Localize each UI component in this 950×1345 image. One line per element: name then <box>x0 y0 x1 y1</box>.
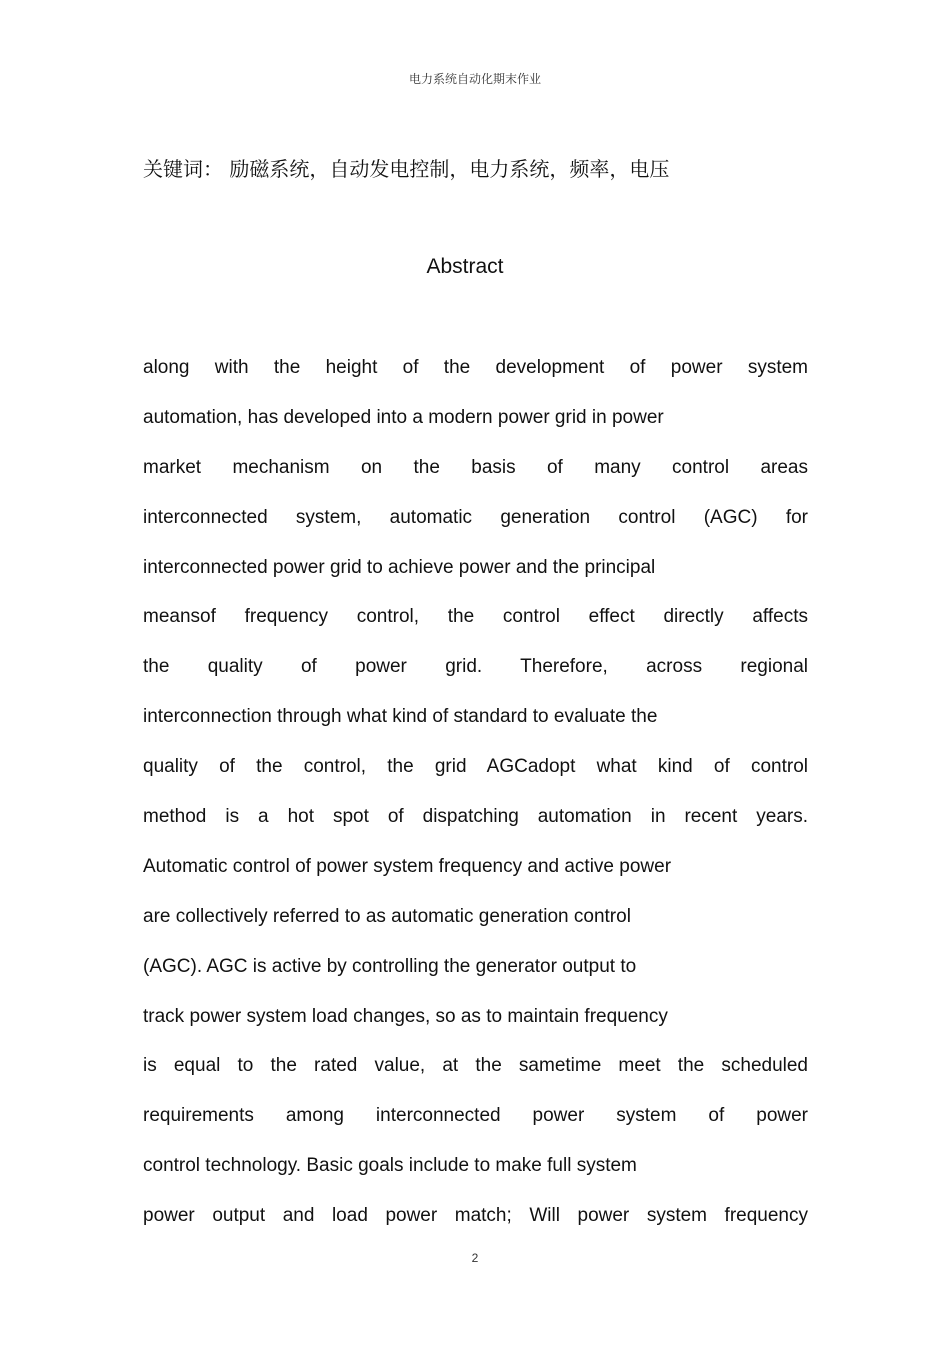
abstract-line: the quality of power grid. Therefore, across regional <box>143 656 808 678</box>
abstract-line: interconnected power grid to achieve power and the principal <box>143 556 656 578</box>
abstract-line: automation, has developed into a modern power grid in power <box>143 406 664 428</box>
abstract-heading: Abstract <box>426 255 504 278</box>
keywords-line: 关键词： 励磁系统，自动发电控制，电力系统，频率，电压 <box>143 157 670 181</box>
abstract-line: along with the height of the development of power system <box>143 357 808 378</box>
abstract-line: interconnection through what kind of standard to evaluate the <box>143 706 658 728</box>
abstract-line: are collectively referred to as automatic generation control <box>143 905 631 927</box>
abstract-line: (AGC). AGC is active by controlling the generator output to <box>143 955 637 977</box>
page-header: 电力系统自动化期末作业 <box>408 72 541 86</box>
abstract-line: requirements among interconnected power system of power <box>143 1105 808 1127</box>
abstract-line: Automatic control of power system frequency and active power <box>143 855 672 877</box>
page-number: 2 <box>471 1251 479 1265</box>
abstract-line: control technology. Basic goals include to make full system <box>143 1155 637 1177</box>
abstract-line: meansof frequency control, the control effect directly affects <box>143 606 808 628</box>
abstract-line: method is a hot spot of dispatching automation in recent years. <box>143 806 808 828</box>
abstract-line: market mechanism on the basis of many control areas <box>143 456 808 478</box>
abstract-line: is equal to the rated value, at the sametime meet the scheduled <box>143 1055 808 1077</box>
abstract-body <box>143 352 808 1250</box>
abstract-line: track power system load changes, so as to maintain frequency <box>143 1005 668 1027</box>
abstract-line: quality of the control, the grid AGCadopt what kind of control <box>143 756 808 778</box>
abstract-line: interconnected system, automatic generation control (AGC) for <box>143 506 808 528</box>
abstract-line: power output and load power match; Will power system frequency <box>143 1205 808 1227</box>
